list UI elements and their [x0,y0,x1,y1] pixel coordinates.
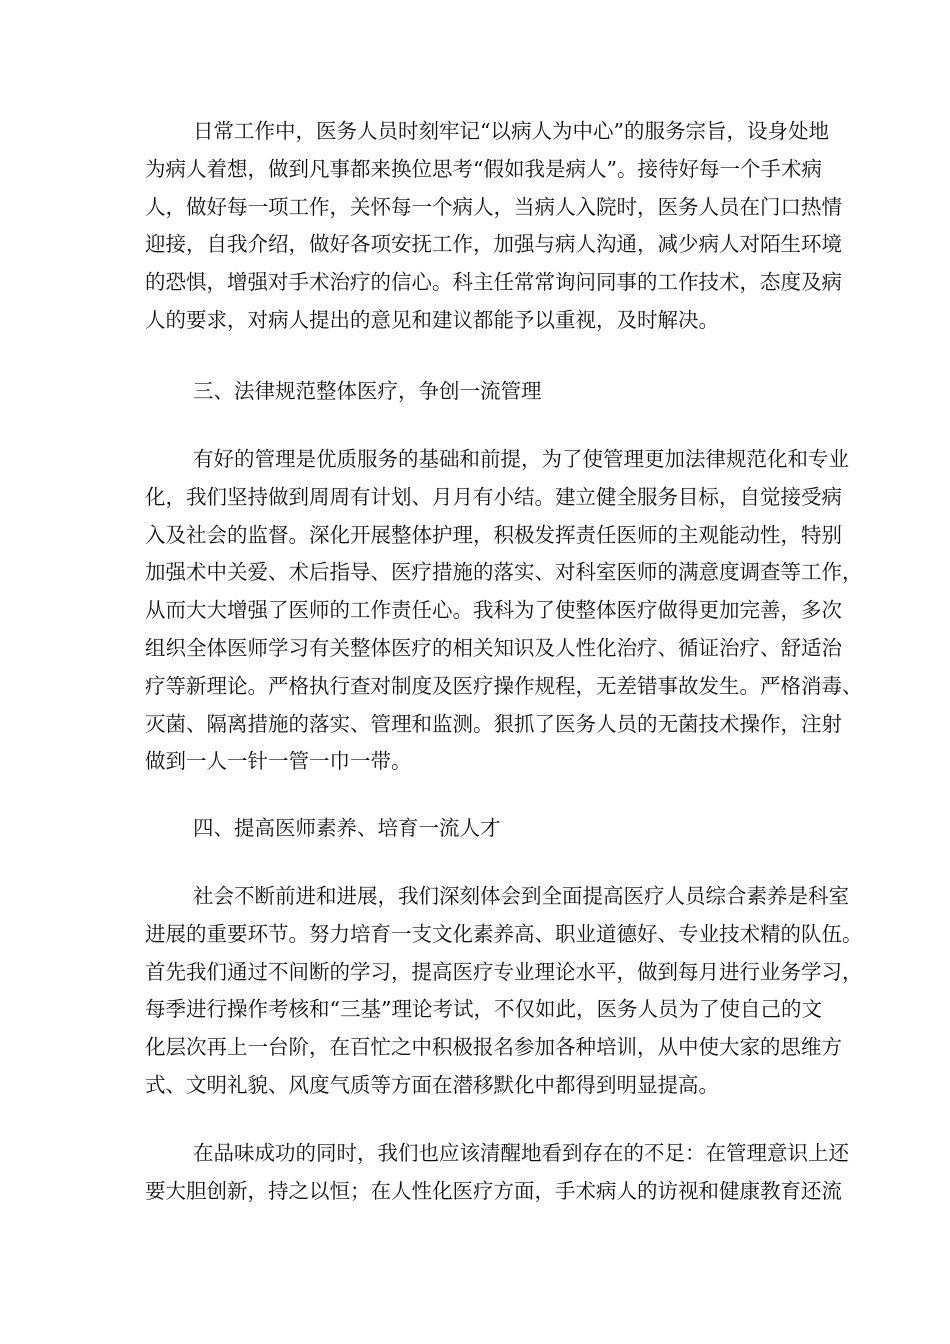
text-line: 为病人着想，做到凡事都来换位思考“假如我是病人”。接待好每一个手术病 [145,156,822,181]
text-line: 迎接，自我介绍，做好各项安抚工作，加强与病人沟通，减少病人对陌生环境 [145,232,842,257]
section-heading-3 [145,373,805,411]
paragraph-management [145,441,863,781]
text-line: 人的要求，对病人提出的意见和建议都能予以重视，及时解决。 [145,307,719,332]
text-line: 组织全体医师学习有关整体医疗的相关知识及人性化治疗、循证治疗、舒适治 [145,635,842,660]
heading-text: 三、法律规范整体医疗，争创一流管理 [193,379,542,403]
text-line: 的恐惧，增强对手术治疗的信心。科主任常常询问同事的工作技术，态度及病 [145,270,842,295]
paragraph-training [145,878,863,1105]
text-line: 每季进行操作考核和“三基”理论考试，不仅如此，医务人员为了使自己的文 [145,997,822,1022]
text-line: 有好的管理是优质服务的基础和前提，为了使管理更加法律规范化和专业 [193,447,849,471]
section-heading-4 [145,810,805,848]
text-line: 做到一人一针一管一巾一带。 [145,749,412,774]
text-line: 从而大大增强了医师的工作责任心。我科为了使整体医疗做得更加完善，多次 [145,598,842,623]
text-line: 进展的重要环节。努力培育一支文化素养高、职业道德好、专业技术精的队伍。 [145,921,863,946]
text-line: 化层次再上一台阶，在百忙之中积极报名参加各种培训，从中使大家的思维方 [145,1035,842,1060]
text-line: 要大胆创新，持之以恒；在人性化医疗方面，手术病人的访视和健康教育还流 [145,1178,842,1203]
text-line: 加强术中关爱、术后指导、医疗措施的落实、对科室医师的满意度调查等工作， [145,560,863,585]
text-line: 人，做好每一项工作，关怀每一个病人，当病人入院时，医务人员在门口热情 [145,194,842,219]
text-line: 在品味成功的同时，我们也应该清醒地看到存在的不足：在管理意识上还 [193,1141,849,1165]
text-line: 入及社会的监督。深化开展整体护理，积极发挥责任医师的主观能动性，特别 [145,522,842,547]
text-line: 首先我们通过不间断的学习，提高医疗专业理论水平，做到每月进行业务学习， [145,959,863,984]
text-line: 灭菌、隔离措施的落实、管理和监测。狠抓了医务人员的无菌技术操作，注射 [145,711,842,736]
text-line: 社会不断前进和进展，我们深刻体会到全面提高医疗人员综合素养是科室 [193,884,849,908]
text-line: 日常工作中，医务人员时刻牢记“以病人为中心”的服务宗旨，设身处地 [193,119,829,143]
text-line: 式、文明礼貌、风度气质等方面在潜移默化中都得到明显提高。 [145,1072,719,1097]
heading-text: 四、提高医师素养、培育一流人才 [193,816,501,840]
paragraph-shortcomings [145,1135,849,1211]
text-line: 疗等新理论。严格执行查对制度及医疗操作规程，无差错事故发生。严格消毒、 [145,673,863,698]
paragraph-daily-work [145,113,842,340]
text-line: 化，我们坚持做到周周有计划、月月有小结。建立健全服务目标，自觉接受病 [145,484,842,509]
